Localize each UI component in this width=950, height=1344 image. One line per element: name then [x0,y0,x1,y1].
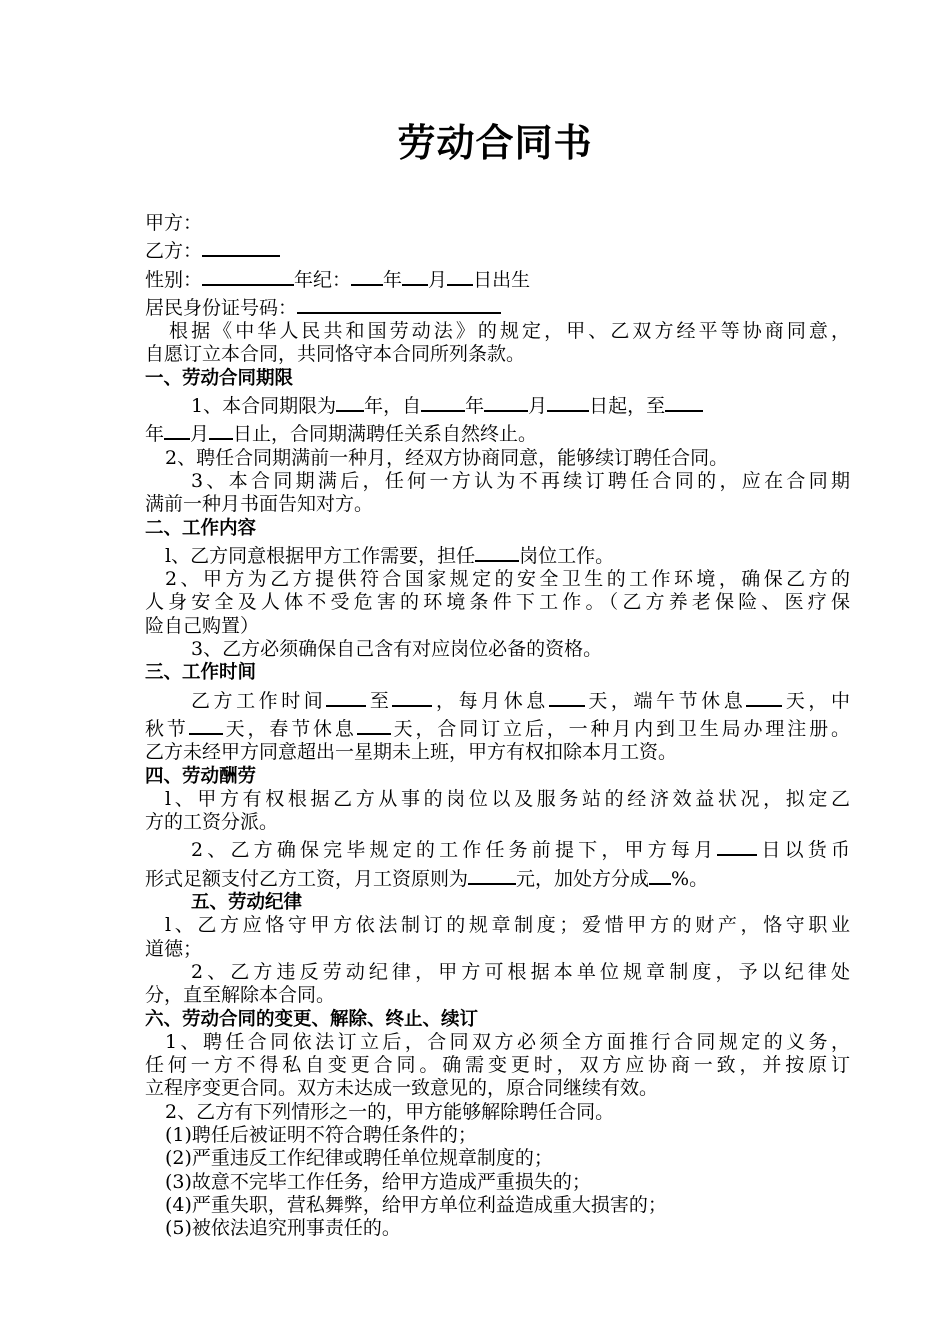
section-5-heading: 五、劳动纪律 [191,892,303,914]
s4-p1-line-2: 方的工资分派。 [145,811,279,834]
position-blank [475,540,519,562]
id-label: 居民身份证号码： [145,296,298,319]
born-label: 日出生 [473,268,531,291]
s5-p2-line-1: 2、乙方违反劳动纪律，甲方可根据本单位规章制度，予以纪律处 [191,960,850,983]
s3-text: 至 [366,689,393,712]
document-title: 劳动合同书 [397,121,593,165]
s1-p3-line-2: 满前一种月书面告知对方。 [145,493,374,516]
gender-blank [202,264,294,286]
work-end-blank [392,685,432,707]
s3-line-1 [145,685,850,713]
section-4-heading: 四、劳动酬劳 [145,765,257,787]
section-3-heading: 三、工作时间 [145,662,257,684]
s1-p1-line-2 [145,418,850,446]
age-label: 年纪： [294,268,352,291]
s4-text: 日以货币 [757,839,850,862]
s1-p2: 2、聘任合同期满前一种月，经双方协商同意，能够续订聘任合同。 [165,446,729,469]
s3-text: ，每月休息 [432,689,549,712]
start-month-blank [484,390,528,412]
dragon-boat-rest-blank [746,685,782,707]
s4-p2-line-2 [145,863,850,891]
s1-text: 1、本合同期限为 [191,395,337,418]
section-6-heading: 六、劳动合同的变更、解除、终止、续订 [145,1008,479,1030]
party-b-line [145,235,850,263]
year-label: 年 [383,268,403,291]
list-item: (5)被依法追究刑事责任的。 [165,1217,401,1240]
document-body [145,212,850,1240]
list-item: (4)严重失职，营私舞弊，给甲方单位利益造成重大损害的； [165,1193,667,1216]
end-year-blank [665,390,703,412]
work-start-blank [326,685,366,707]
s3-text: 乙方工作时间 [191,689,327,712]
s2-p2-line-2: 人身安全及人体不受危害的环境条件下工作。（乙方养老保险、医疗保 [145,591,850,614]
s3-text: 天，中 [782,689,850,712]
s3-line-3: 乙方未经甲方同意超出一星期未上班，甲方有权扣除本月工资。 [145,741,678,764]
s1-text: 年 [465,395,485,418]
s4-p1-line-1: l、甲方有权根据乙方从事的岗位以及服务站的经济效益状况，拟定乙 [165,787,850,810]
s3-text: 秋节 [145,717,189,740]
payday-blank [717,834,757,856]
start-year-blank [421,390,465,412]
party-b-blank [202,235,280,257]
term-years-blank [336,390,364,412]
s6-p2: 2、乙方有下列情形之一的，甲方能够解除聘任合同。 [165,1100,615,1123]
s2-p1 [145,540,850,568]
s1-p3-line-1: 3、本合同期满后，任何一方认为不再续订聘任合同的，应在合同期 [191,469,850,492]
s1-text: 月 [190,423,210,446]
s1-text: 年 [145,423,165,446]
section-1-heading: 一、劳动合同期限 [145,367,294,389]
id-line [145,292,850,320]
s3-text: 天，合同订立后，一种月内到卫生局办理注册。 [390,717,850,740]
list-item: (3)故意不完毕工作任务，给甲方造成严重损失的； [165,1170,591,1193]
birth-year-blank [351,264,383,286]
preamble-line-2: 自愿订立本合同，共同恪守本合同所列条款。 [145,343,526,366]
s6-p1-line-1: 1、聘任合同依法订立后，合同双方必须全方面推行合同规定的义务， [165,1030,850,1053]
s2-p2-line-1: 2、甲方为乙方提供符合国家规定的安全卫生的工作环境，确保乙方的 [165,568,850,591]
end-month-blank [164,418,190,440]
s6-p1-line-3: 立程序变更合同。双方未达成一致意见的，原合同继续有效。 [145,1077,659,1100]
s1-text: 日起，至 [589,395,666,418]
spring-festival-rest-blank [357,713,391,735]
s1-text: 日止，合同期满聘任关系自然终止。 [233,423,538,446]
list-item: (2)严重违反工作纪律或聘任单位规章制度的； [165,1147,553,1170]
end-day-blank [209,418,233,440]
commission-blank [649,863,671,885]
s1-text: 月 [528,395,548,418]
s6-p1-line-2: 任何一方不得私自变更合同。确需变更时，双方应协商一致，并按原订 [145,1054,850,1077]
s3-line-2 [145,713,850,741]
s4-text: 形式足额支付乙方工资，月工资原则为 [145,867,469,890]
section-2-heading: 二、工作内容 [145,517,257,539]
s5-p1-line-1: l、乙方应恪守甲方依法制订的规章制度；爱惜甲方的财产，恪守职业 [165,914,850,937]
birth-month-blank [402,264,428,286]
monthly-rest-blank [549,685,585,707]
s2-text: 岗位工作。 [519,544,615,567]
gender-age-line [145,264,850,292]
party-a-label: 甲方： [145,212,203,234]
s2-text: l、乙方同意根据甲方工作需要，担任 [165,544,476,567]
id-blank [297,292,501,314]
s5-p2-line-2: 分，直至解除本合同。 [145,984,336,1007]
birth-day-blank [447,264,473,286]
list-item: (1)聘任后被证明不符合聘任条件的； [165,1123,477,1146]
salary-blank [468,863,516,885]
party-a-line [145,212,850,235]
preamble-line-1: 根据《中华人民共和国劳动法》的规定，甲、乙双方经平等协商同意， [169,320,850,343]
s2-p2-line-3: 险自己购置） [145,614,260,637]
s3-text: 天，端午节休息 [584,689,747,712]
month-label: 月 [428,268,448,291]
s1-text: 年，自 [364,395,422,418]
s5-p1-line-2: 道德； [145,937,203,960]
s4-text: %。 [671,867,709,890]
s1-p1-line-1 [145,390,850,418]
party-b-label: 乙方： [145,240,203,263]
s4-text: 元，加处方分成 [516,867,650,890]
s3-text: 天，春节休息 [222,717,357,740]
mid-autumn-rest-blank [189,713,223,735]
start-day-blank [547,390,589,412]
s2-p3: 3、乙方必须确保自己含有对应岗位必备的资格。 [191,638,603,661]
s4-text: 2、乙方确保完毕规定的工作任务前提下，甲方每月 [191,839,718,862]
gender-label: 性别： [145,268,203,291]
s4-p2-line-1 [145,834,850,862]
